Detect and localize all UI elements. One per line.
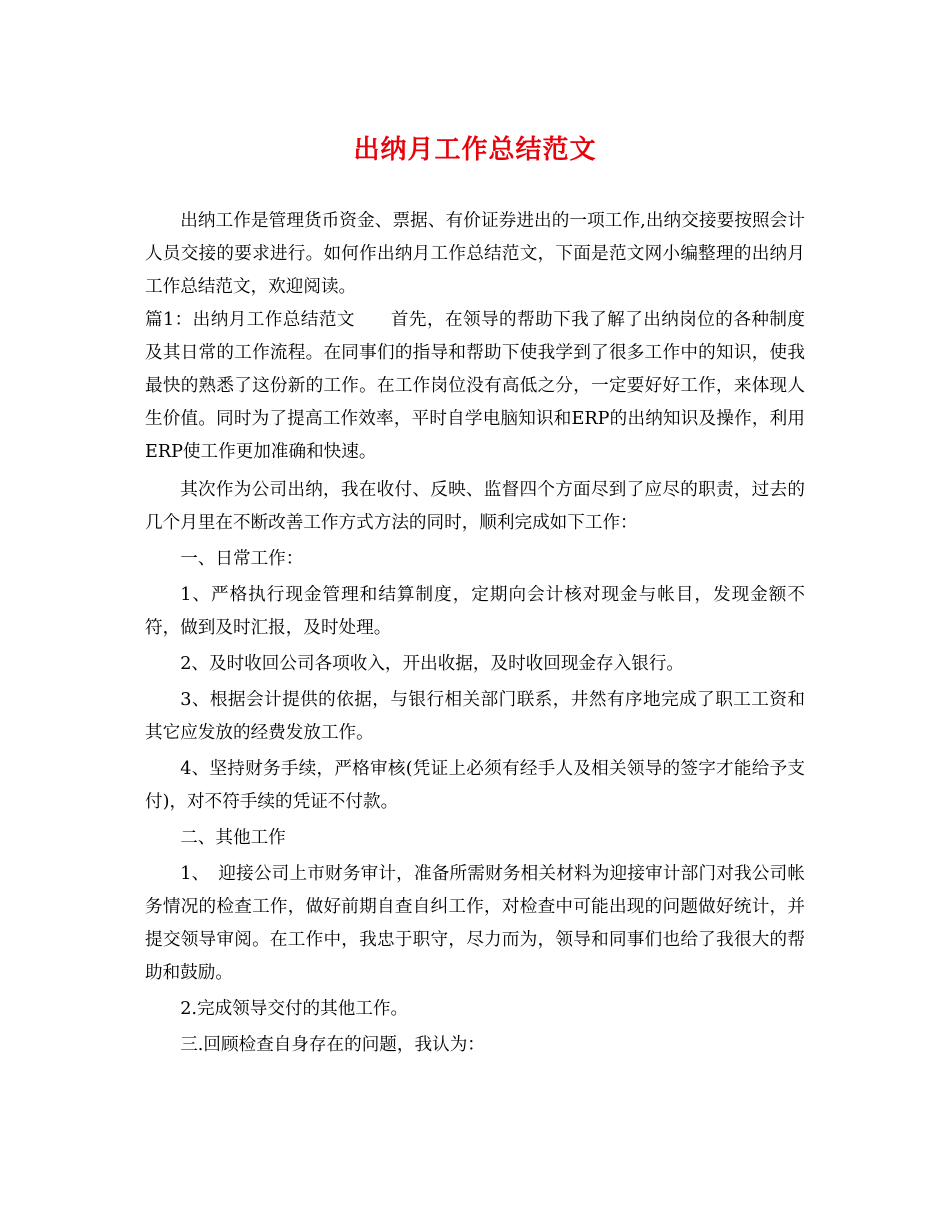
subheading-daily-work: 一、日常工作：: [180, 549, 304, 569]
intro-paragraph: 出纳工作是管理货币资金、票据、有价证券进出的一项工作,出纳交接要按照会计人员交接的要求进行。如何作出纳月工作总结范文，下面是范文网小编整理的出纳月工作总结范文，欢迎阅读。: [145, 211, 805, 297]
document-title: 出纳月工作总结范文: [353, 135, 597, 165]
list-item: 4、坚持财务手续，严格审核(凭证上必须有经手人及相关领导的签字才能给予支付)，对不符手续的凭证不付款。: [145, 759, 805, 812]
list-item: 1、严格执行现金管理和结算制度，定期向会计核对现金与帐目，发现金额不符，做到及时汇报，及时处理。: [145, 585, 805, 638]
list-item: 2、及时收回公司各项收入，开出收据，及时收回现金存入银行。: [180, 654, 685, 674]
list-item: 2.完成领导交付的其他工作。: [180, 999, 409, 1019]
list-item: 3、根据会计提供的依据，与银行相关部门联系，井然有序地完成了职工工资和其它应发放的经费发放工作。: [145, 690, 805, 743]
subheading-other-work: 二、其他工作: [180, 828, 286, 848]
body-paragraph: 其次作为公司出纳，我在收付、反映、监督四个方面尽到了应尽的职责，过去的几个月里在不断改善工作方式方法的同时，顺利完成如下工作：: [145, 480, 805, 533]
document-body: [145, 205, 805, 1062]
section-1-paragraph: 篇1：出纳月工作总结范文 首先，在领导的帮助下我了解了出纳岗位的各种制度及其日常的工作流程。在同事们的指导和帮助下使我学到了很多工作中的知识，使我最快的熟悉了这份新的工作。在工作岗位没有高低之分，一定要好好工作，来体现人生价值。同时为了提高工作效率，平时自学电脑知识和ERP的出纳知识及操作，利用ERP使工作更加准确和快速。: [145, 310, 805, 462]
list-item: 1、 迎接公司上市财务审计，准备所需财务相关材料为迎接审计部门对我公司帐务情况的检查工作，做好前期自查自纠工作，对检查中可能出现的问题做好统计，并提交领导审阅。在工作中，我忠于职守，尽力而为，领导和同事们也给了我很大的帮助和鼓励。: [145, 864, 805, 983]
subheading-review: 三.回顾检查自身存在的问题，我认为：: [180, 1035, 485, 1055]
